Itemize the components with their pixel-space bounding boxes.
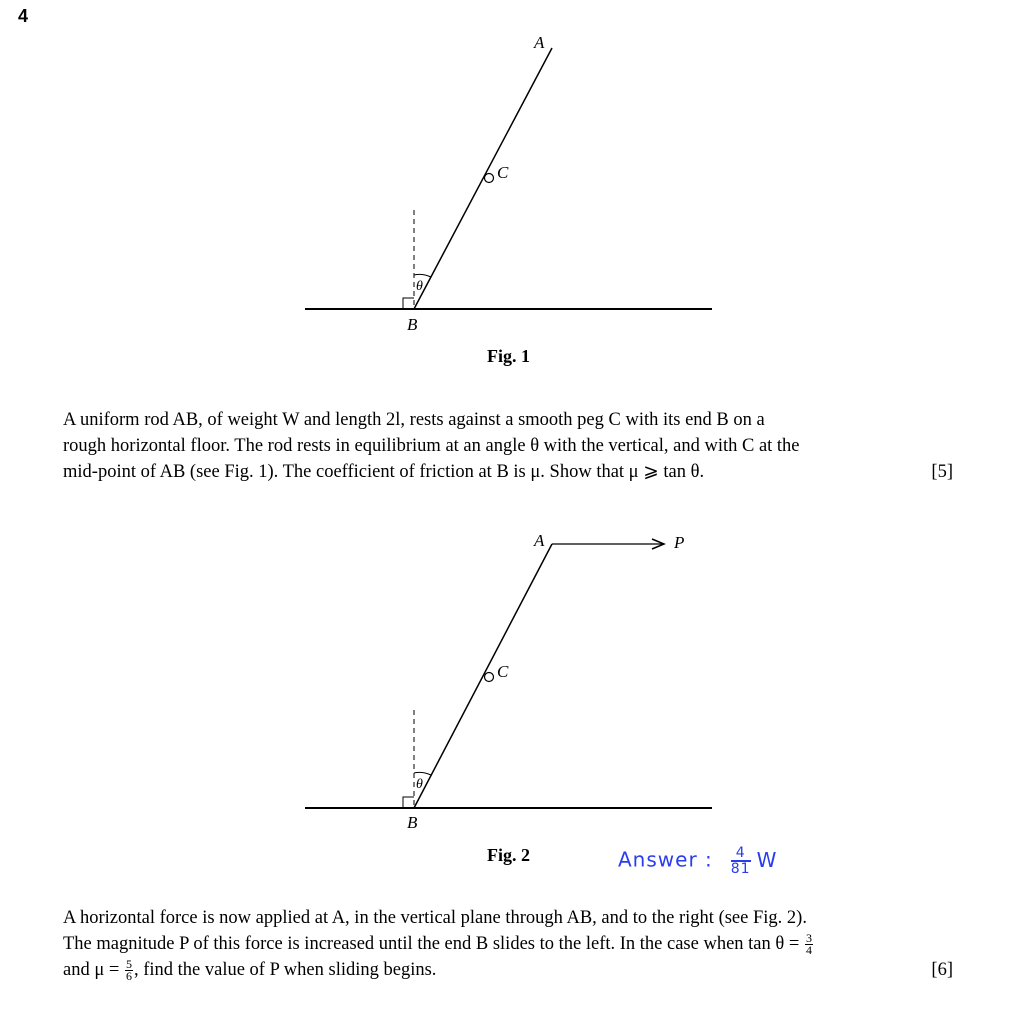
label-C: C <box>497 163 509 182</box>
fig1-caption: Fig. 1 <box>487 346 530 366</box>
part2-line-3a: and μ = <box>63 960 120 980</box>
part1-line-3-wrap <box>63 459 953 485</box>
part2-line-1: A horizontal force is now applied at A, in the vertical plane through AB, and to the right (see Fig. 2). <box>63 908 807 928</box>
tan-fraction <box>805 933 813 956</box>
part1-marks: [5] <box>931 462 953 482</box>
mu-denominator: 6 <box>125 969 132 984</box>
answer-numerator: 4 <box>731 846 751 862</box>
part2-text <box>63 905 953 983</box>
part2-line-3-wrap <box>63 957 953 983</box>
label-P: P <box>674 533 685 552</box>
tan-numerator: 3 <box>805 931 812 946</box>
part2-line-2: The magnitude P of this force is increased until the end B slides to the left. In the case when tan θ = <box>63 934 800 954</box>
tan-denominator: 4 <box>805 943 812 958</box>
label-theta: θ <box>416 777 423 792</box>
label-theta: θ <box>416 279 423 294</box>
theta-arc <box>414 274 431 277</box>
fig2-caption: Fig. 2 <box>487 845 530 865</box>
answer-fraction <box>731 846 751 876</box>
part1-line-3: mid-point of AB (see Fig. 1). The coefficient of friction at B is μ. Show that μ ⩾ tan θ. <box>63 462 705 482</box>
part1-line-2: rough horizontal floor. The rod rests in equilibrium at an angle θ with the vertical, and with C at the <box>63 436 800 456</box>
peg-C <box>485 673 494 682</box>
figure-1 <box>0 0 1016 380</box>
right-angle-mark <box>403 797 414 808</box>
label-C: C <box>497 662 509 681</box>
part1-line-1: A uniform rod AB, of weight W and length 2l, rests against a smooth peg C with its end B on a <box>63 410 765 430</box>
question-number: 4 <box>18 6 29 26</box>
figure-2 <box>0 500 1016 840</box>
answer-label: Answer : <box>618 847 713 872</box>
label-A: A <box>534 531 545 550</box>
right-angle-mark <box>403 298 414 309</box>
rod-AB <box>414 48 552 309</box>
part1-text <box>63 407 953 485</box>
rod-AB <box>414 544 552 808</box>
mu-numerator: 5 <box>125 957 132 972</box>
label-B: B <box>407 813 418 832</box>
peg-C <box>485 174 494 183</box>
answer-denominator: 81 <box>730 861 751 877</box>
answer-variable: W <box>756 847 778 872</box>
theta-arc <box>414 772 431 775</box>
handwritten-answer <box>618 846 777 876</box>
mu-fraction <box>125 959 133 982</box>
label-A: A <box>534 33 545 52</box>
part2-marks: [6] <box>931 960 953 980</box>
part2-line-2-wrap <box>63 931 953 957</box>
part2-line-3b: , find the value of P when sliding begins. <box>133 960 437 980</box>
label-B: B <box>407 315 418 334</box>
